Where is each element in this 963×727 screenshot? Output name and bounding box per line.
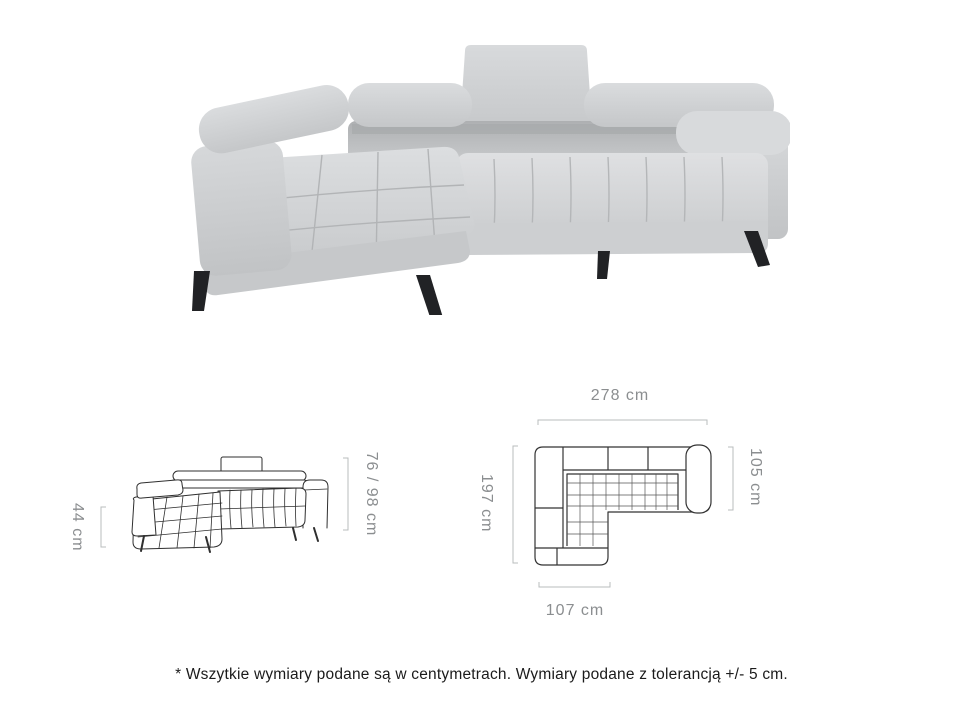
dimension-label-chaise-width: 107 cm bbox=[545, 602, 605, 619]
sofa-product-photo bbox=[170, 25, 790, 315]
dimension-label-right-depth: 105 cm bbox=[747, 448, 764, 507]
top-view-seat-grid bbox=[567, 474, 678, 546]
dimension-bracket-chaise-width bbox=[539, 582, 610, 587]
side-view-drawing bbox=[60, 448, 390, 563]
dimension-label-seat-height: 44 cm bbox=[69, 503, 86, 552]
dimension-label-total-depth: 197 cm bbox=[478, 474, 495, 533]
dimension-label-total-height: 76 / 98 cm bbox=[363, 451, 380, 537]
sofa-headrest bbox=[460, 45, 592, 125]
dimensions-footnote: * Wszytkie wymiary podane są w centymetrach. Wymiary podane z tolerancją +/- 5 cm. bbox=[175, 666, 788, 683]
dimension-label-total-width: 278 cm bbox=[590, 387, 650, 404]
dimension-bracket-seat-height bbox=[101, 507, 106, 547]
sofa-seat bbox=[456, 153, 768, 255]
top-view-drawing bbox=[505, 410, 745, 595]
dimension-bracket-total-width bbox=[538, 420, 707, 425]
dimension-bracket-total-height bbox=[343, 458, 348, 530]
top-view-armrest bbox=[686, 445, 711, 513]
dimension-bracket-total-depth bbox=[513, 446, 518, 563]
dimension-bracket-right-depth bbox=[728, 447, 733, 510]
